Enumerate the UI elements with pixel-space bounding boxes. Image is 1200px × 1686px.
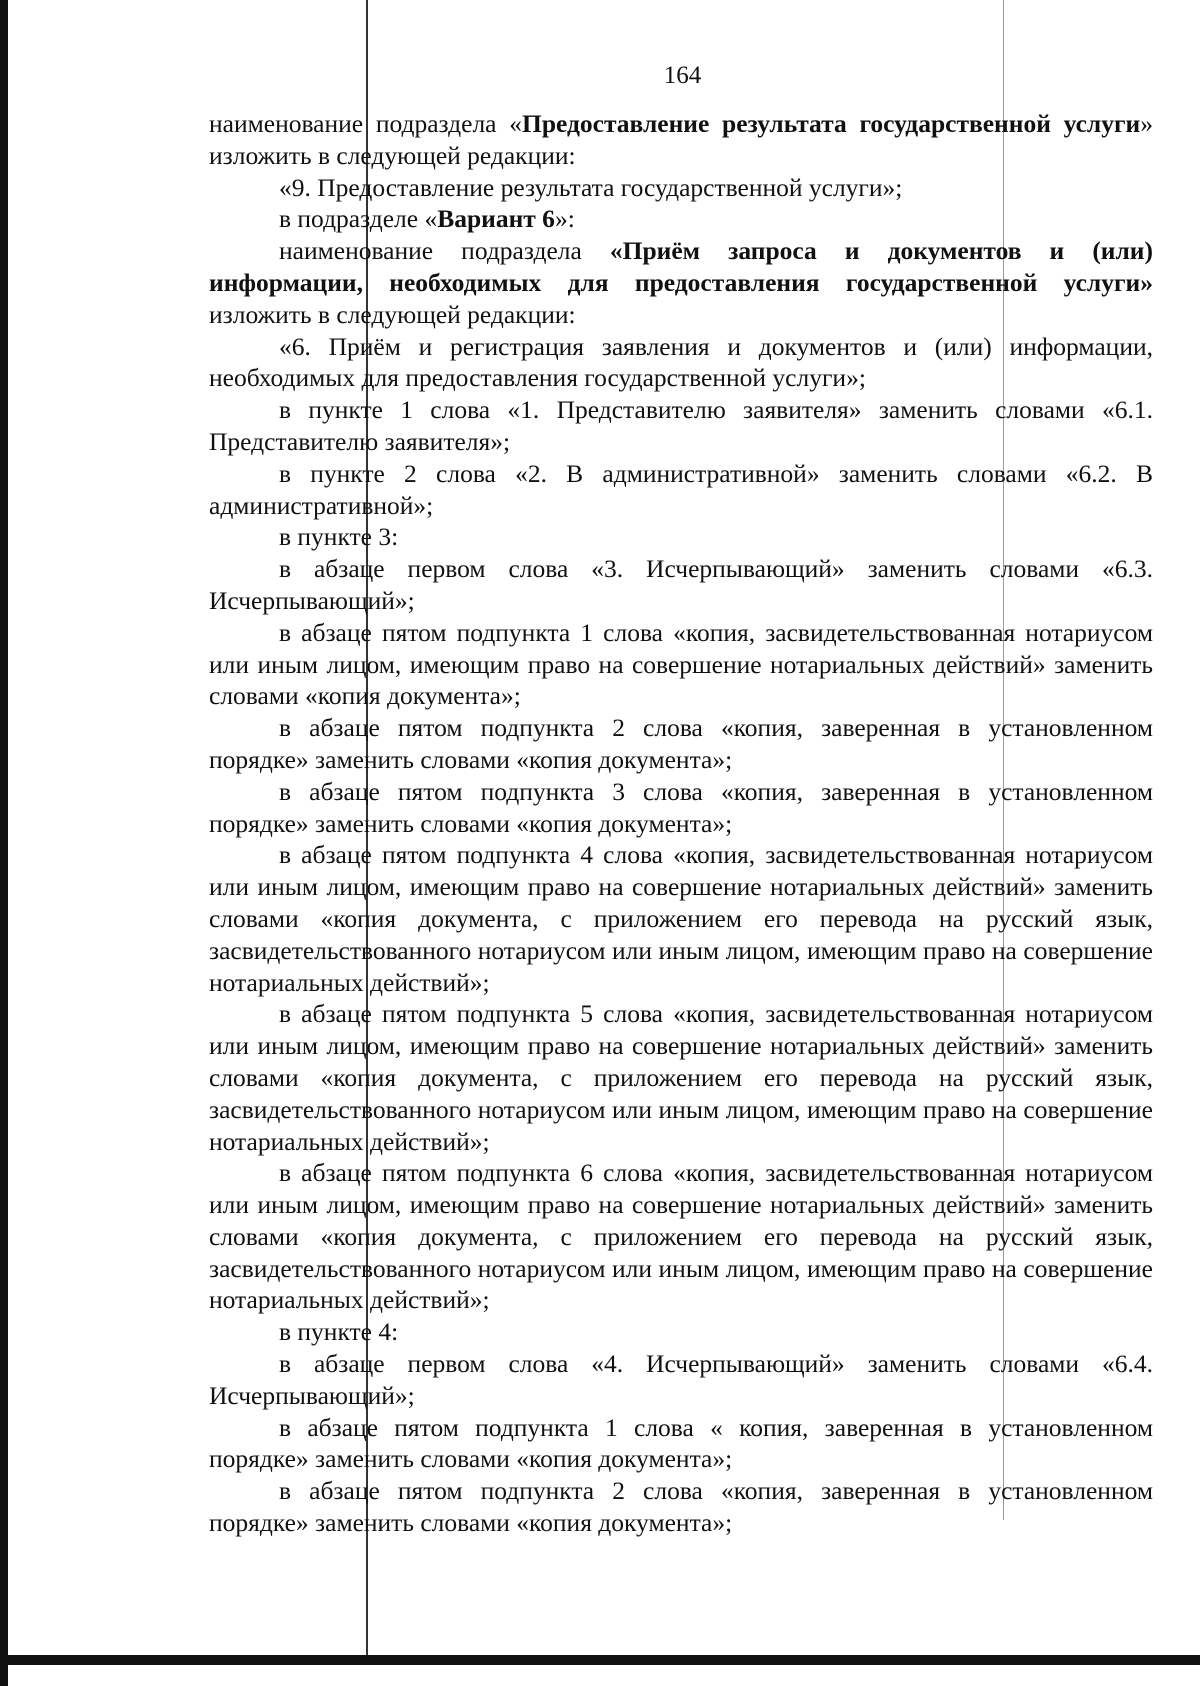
text-segment: в абзаце пятом подпункта 2 слова «копия, заверенная в установленном порядке» заменить словами «копия документа»;	[209, 1476, 1153, 1538]
text-segment: в пункте 4:	[279, 1317, 399, 1347]
paragraph-p12	[209, 776, 1153, 840]
text-segment: в абзаце пятом подпункта 3 слова «копия, заверенная в установленном порядке» заменить словами «копия документа»;	[209, 776, 1153, 838]
paragraph-p5	[209, 331, 1153, 395]
text-segment: » изложить в следующей редакции:	[209, 109, 1153, 170]
text-segment: в абзаце пятом подпункта 6 слова «копия, засвидетельствованная нотариусом или иным лицом, имеющим право на совершение нотариальных действий» заменить словами «копия документа, с приложением его перевода на русский язык, засвидетельствованного нотариусом или иным лицом, имеющим право на совершение нотариальных действий»;	[209, 1158, 1153, 1315]
text-segment: наименование подраздела «	[209, 109, 522, 138]
paragraph-p7	[209, 458, 1153, 522]
paragraph-p14	[209, 998, 1153, 1157]
paragraph-p16	[209, 1316, 1153, 1348]
paragraph-p2	[209, 172, 1153, 204]
scan-border-bottom	[0, 1655, 1200, 1665]
text-segment: в абзаце пятом подпункта 2 слова «копия, заверенная в установленном порядке» заменить словами «копия документа»;	[209, 713, 1153, 774]
text-segment: «6. Приём и регистрация заявления и документов и (или) информации, необходимых для предоставления государственной услуги»;	[209, 331, 1153, 393]
paragraph-p6	[209, 394, 1153, 458]
text-segment: »:	[554, 204, 575, 234]
paragraph-p18	[209, 1412, 1153, 1476]
text-segment: «9. Предоставление результата государственной услуги»;	[279, 172, 903, 202]
bold-text-segment: Вариант 6	[437, 204, 555, 234]
paragraph-p13	[209, 839, 1153, 998]
text-segment: в пункте 2 слова «2. В административной» заменить словами «6.2. В административной»;	[209, 458, 1153, 520]
paragraph-p9	[209, 553, 1153, 617]
text-segment: в абзаце пятом подпункта 5 слова «копия, засвидетельствованная нотариусом или иным лицом, имеющим право на совершение нотариальных действий» заменить словами «копия документа, с приложением его перевода на русский язык, засвидетельствованного нотариусом или иным лицом, имеющим право на совершение нотариальных действий»;	[209, 999, 1153, 1156]
bold-text-segment: «Приём запроса и документов и (или) информации, необходимых для предоставления государственной услуги»	[209, 236, 1153, 297]
paragraph-p4	[209, 235, 1153, 330]
text-segment: в подразделе «	[279, 204, 438, 234]
paragraph-p1	[209, 108, 1153, 172]
page-number: 164	[663, 62, 702, 89]
paragraph-p11	[209, 712, 1153, 776]
text-segment: в пункте 1 слова «1. Представителю заявителя» заменить словами «6.1. Представителю заявителя»;	[209, 395, 1153, 456]
scan-border-left	[0, 0, 8, 1686]
text-segment: в абзаце пятом подпункта 4 слова «копия, засвидетельствованная нотариусом или иным лицом, имеющим право на совершение нотариальных действий» заменить словами «копия документа, с приложением его перевода на русский язык, засвидетельствованного нотариусом или иным лицом, имеющим право на совершение нотариальных действий»;	[209, 840, 1153, 997]
text-segment: изложить в следующей редакции:	[209, 299, 576, 329]
paragraph-p3	[209, 203, 1153, 235]
text-segment: в абзаце пятом подпункта 1 слова « копия, заверенная в установленном порядке» заменить словами «копия документа»;	[209, 1412, 1153, 1474]
text-segment: в абзаце первом слова «3. Исчерпывающий» заменить словами «6.3. Исчерпывающий»;	[209, 554, 1153, 615]
paragraph-p17	[209, 1348, 1153, 1412]
text-segment: в абзаце пятом подпункта 1 слова «копия, засвидетельствованная нотариусом или иным лицом, имеющим право на совершение нотариальных действий» заменить словами «копия документа»;	[209, 617, 1153, 711]
paragraph-p8	[209, 521, 1153, 553]
document-body	[209, 108, 1153, 1539]
paragraph-p15	[209, 1157, 1153, 1316]
text-segment: наименование подраздела	[279, 236, 610, 266]
paragraph-p10	[209, 617, 1153, 712]
text-segment: в пункте 3:	[279, 522, 399, 552]
text-segment: в абзаце первом слова «4. Исчерпывающий» заменить словами «6.4. Исчерпывающий»;	[209, 1349, 1153, 1410]
bold-text-segment: Предоставление результата государственной услуги	[522, 109, 1141, 138]
paragraph-p19	[209, 1475, 1153, 1539]
